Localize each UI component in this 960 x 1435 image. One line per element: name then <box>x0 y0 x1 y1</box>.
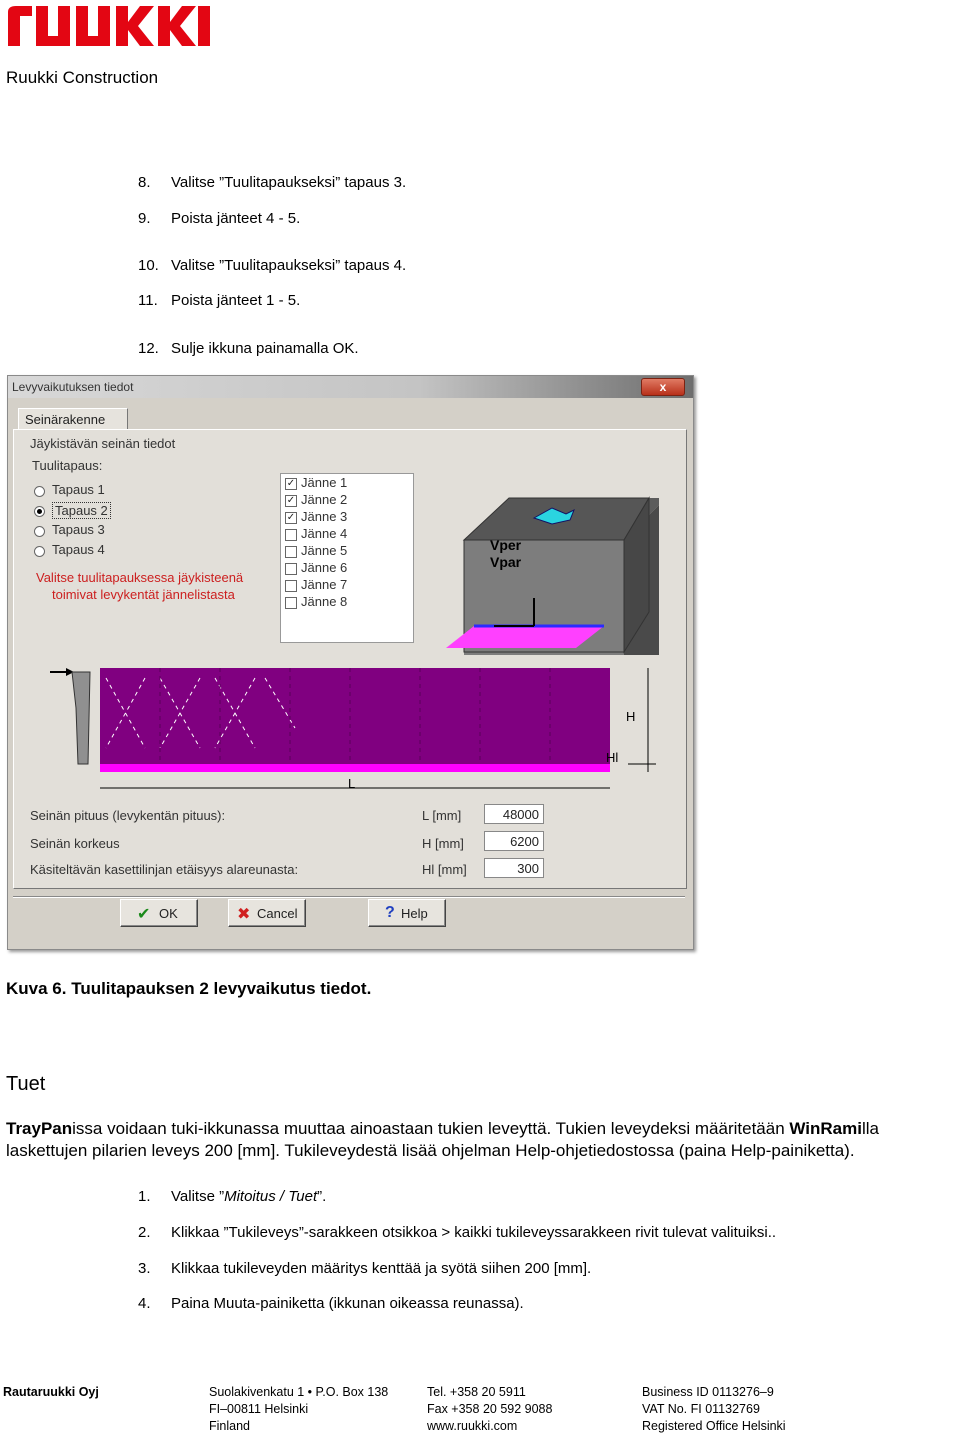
dialog-title: Levyvaikutuksen tiedot <box>12 380 134 394</box>
building-3d-diagram <box>434 480 659 655</box>
tab-panel: Jäykistävän seinän tiedot Tuulitapaus: Tapaus 1 Tapaus 2 Tapaus 3 Tapaus 4 Valitse tuulitapauksessa jäykisteenä toimivat levykentät jännelistasta ✓ Jänne 1 ✓ Jänne 2 ✓ Jänne 3 Jänne 4 Jänne 5 Jänne 6 Jänne 7 Jänne 8 Vper Vpar H Hl L Seinän pituus (levykentän pituus): L [mm] 48000 Seinän korkeus H [mm] 6200 Käsiteltävän kasettilinjan etäisyys alareunasta: Hl [mm] 300 <box>13 429 687 889</box>
vpar-label: Vpar <box>490 554 522 570</box>
checkbox-checked-icon: ✓ <box>286 478 296 489</box>
span-listbox[interactable]: ✓ Jänne 1 ✓ Jänne 2 ✓ Jänne 3 Jänne 4 Jänne 5 Jänne 6 Jänne 7 Jänne 8 <box>280 473 414 643</box>
wind-case-label: Tuulitapaus: <box>32 458 103 473</box>
length-unit: L [mm] <box>422 808 462 823</box>
close-icon: ✖ <box>237 906 251 923</box>
footer-ids: Business ID 0113276–9 VAT No. FI 01132769 Registered Office Helsinki <box>642 1385 786 1433</box>
divider <box>13 896 685 898</box>
ruukki-logo <box>6 2 210 53</box>
checkbox-icon <box>285 597 297 609</box>
settings-dialog <box>7 375 694 950</box>
hl-dim-label: Hl <box>606 750 619 765</box>
hint-text-1: Valitse tuulitapauksessa jäykisteenä <box>36 570 244 585</box>
tab-seinarakenne[interactable]: Seinärakenne <box>18 408 128 431</box>
checkbox-icon <box>285 563 297 575</box>
group-label: Jäykistävän seinän tiedot <box>30 436 176 451</box>
footer-address: Suolakivenkatu 1 • P.O. Box 138 FI–00811 Helsinki Finland <box>209 1385 389 1433</box>
close-button[interactable]: x <box>641 378 685 396</box>
height-unit: H [mm] <box>422 836 464 851</box>
h-dim-label: H <box>626 709 636 724</box>
checkbox-icon <box>285 580 297 592</box>
dialog-titlebar <box>8 376 693 398</box>
l-dim-label: L <box>348 776 356 791</box>
length-input[interactable]: 48000 <box>484 804 544 824</box>
distance-label: Käsiteltävän kasettilinjan etäisyys alareunasta: <box>30 862 299 877</box>
checkbox-icon <box>285 529 297 541</box>
checkbox-checked-icon: ✓ <box>286 495 296 506</box>
paragraph: TrayPanissa voidaan tuki-ikkunassa muuttaa ainoastaan tukien leveyttä. Tukien leveydeksi määritetään WinRamilla laskettujen pilarien leveys 200 [mm]. Tukileveydestä lisää ohjelman Help-ohjetiedostossa (paina Help-painiketta). <box>6 1119 879 1160</box>
hint-text-2: toimivat levykentät jännelistasta <box>52 587 235 602</box>
help-button[interactable]: ? Help <box>368 899 446 927</box>
radio-icon <box>34 526 45 537</box>
radio-icon <box>34 546 45 557</box>
height-input[interactable]: 6200 <box>484 831 544 851</box>
checkbox-checked-icon: ✓ <box>286 512 296 523</box>
vper-label: Vper <box>490 537 522 553</box>
ok-button[interactable]: ✔ OK <box>120 899 198 927</box>
checkmark-icon: ✔ <box>137 906 151 923</box>
company-name: Ruukki Construction <box>6 68 159 87</box>
length-label: Seinän pituus (levykentän pituus): <box>30 808 226 823</box>
footer-company: Rautaruukki Oyj <box>3 1385 99 1399</box>
distance-unit: Hl [mm] <box>422 862 467 877</box>
height-label: Seinän korkeus <box>30 836 120 851</box>
distance-input[interactable]: 300 <box>484 858 544 878</box>
footer-contact: Tel. +358 20 5911 Fax +358 20 592 9088 www.ruukki.com <box>427 1385 553 1433</box>
cancel-button[interactable]: ✖ Cancel <box>228 899 306 927</box>
question-icon: ? <box>385 904 395 921</box>
figure-caption: Kuva 6. Tuulitapauksen 2 levyvaikutus tiedot. <box>6 979 372 998</box>
radio-icon <box>34 486 45 497</box>
section-heading: Tuet <box>6 1073 46 1095</box>
checkbox-icon <box>285 546 297 558</box>
radio-selected-icon <box>34 506 45 517</box>
